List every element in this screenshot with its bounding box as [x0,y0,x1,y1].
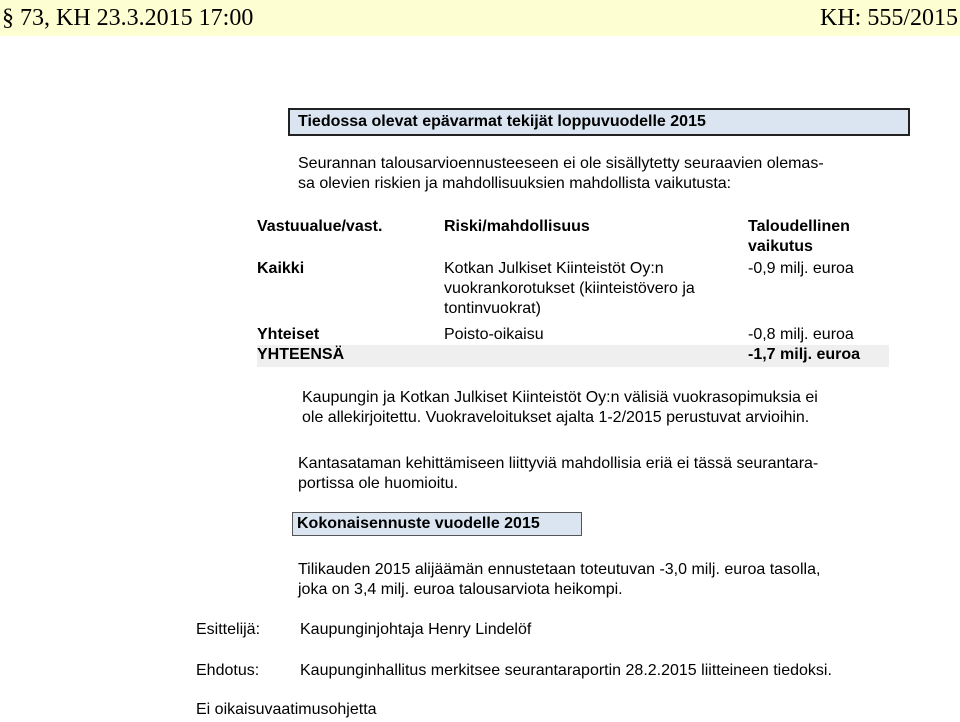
row-risk-line: Kotkan Julkiset Kiinteistöt Oy:n [444,260,664,277]
row-risk [444,259,744,319]
note-paragraph [298,454,818,494]
column-header-area: Vastuualue/vast. [257,218,383,235]
total-impact: -1,7 milj. euroa [748,346,861,363]
appeal-instruction-note: Ei oikaisuvaatimusohjetta [196,701,377,718]
proposal-value: Kaupunginhallitus merkitsee seurantaraportin 28.2.2015 liitteineen tiedoksi. [300,662,832,679]
header-meeting-reference: § 73, KH 23.3.2015 17:00 [2,5,254,31]
intro-paragraph [298,154,824,194]
total-label: YHTEENSÄ [257,346,345,363]
intro-line: sa olevien riskien ja mahdollisuuksien mahdollista vaikutusta: [298,175,732,192]
note-paragraph [302,388,818,428]
row-area: Yhteiset [257,326,320,343]
column-header-impact [748,217,888,257]
document-header [0,0,960,36]
row-impact: -0,8 milj. euroa [748,326,854,343]
risk-table [257,217,889,367]
table-total-row [257,345,889,367]
column-header-impact-line: vaikutus [748,238,813,255]
forecast-title: Kokonaisennuste vuodelle 2015 [292,512,582,536]
forecast-line: Tilikauden 2015 alijäämän ennustetaan toteutuvan -3,0 milj. euroa tasolla, [298,561,821,578]
presenter-label: Esittelijä: [196,621,261,638]
column-header-impact-line: Taloudellinen [748,218,850,235]
intro-line: Seurannan talousarvioennusteeseen ei ole sisällytetty seuraavien olemas- [298,155,824,172]
presenter-value: Kaupunginjohtaja Henry Lindelöf [300,621,532,638]
uncertain-factors-title: Tiedossa olevat epävarmat tekijät loppuvuodelle 2015 [288,108,910,136]
column-header-risk: Riski/mahdollisuus [444,218,590,235]
row-risk-line: vuokrankorotukset (kiinteistövero ja [444,280,695,297]
table-row [257,259,889,325]
table-header-row [257,217,889,257]
forecast-line: joka on 3,4 milj. euroa talousarviota heikompi. [298,581,623,598]
row-impact: -0,9 milj. euroa [748,260,854,277]
proposal-label: Ehdotus: [196,662,260,679]
row-area: Kaikki [257,260,305,277]
note-line: ole allekirjoitettu. Vuokraveloitukset ajalta 1-2/2015 perustuvat arvioihin. [302,409,810,426]
row-risk-line: tontinvuokrat) [444,300,541,317]
note-line: Kaupungin ja Kotkan Julkiset Kiinteistöt Oy:n välisiä vuokrasopimuksia ei [302,389,818,406]
row-risk: Poisto-oikaisu [444,326,544,343]
forecast-paragraph [298,560,820,600]
header-case-number: KH: 555/2015 [820,5,958,31]
table-row [257,325,889,345]
note-line: Kantasataman kehittämiseen liittyviä mahdollisia eriä ei tässä seurantara- [298,455,819,472]
note-line: portissa ole huomioitu. [298,475,459,492]
